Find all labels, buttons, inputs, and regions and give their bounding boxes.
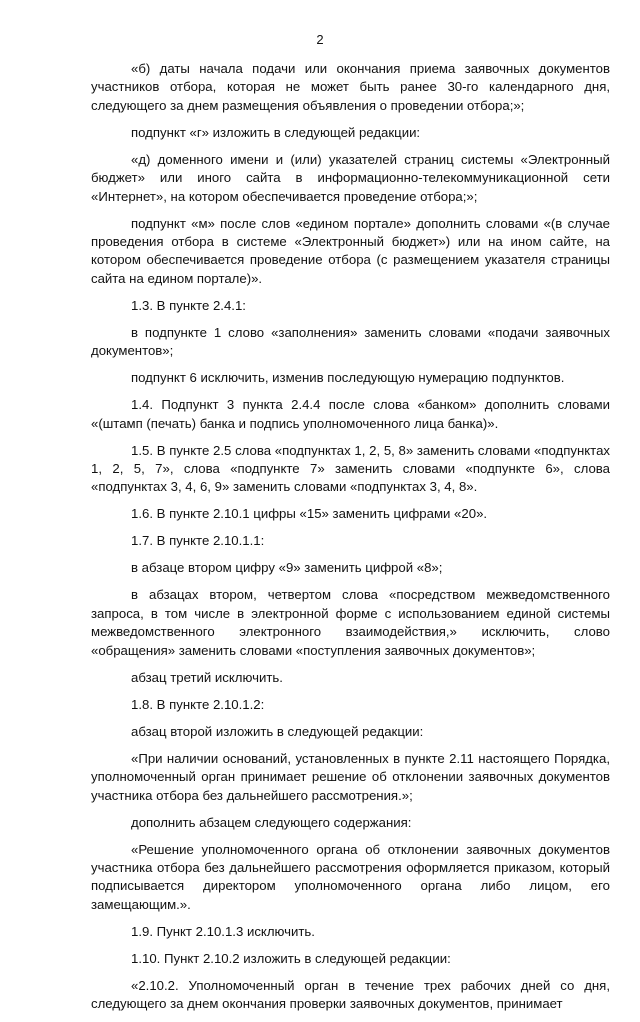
paragraph: 1.6. В пункте 2.10.1 цифры «15» заменить цифрами «20». xyxy=(131,506,488,522)
paragraph: в подпункте 1 слово «заполнения» заменить словами «подачи заявочных документов»; xyxy=(91,324,610,359)
paragraph: подпункт «м» после слов «едином портале» дополнить словами «(в случае проведения отбора в системе «Электронный бюджет») или на ином сайте, на котором обеспечивается проведение отбора (с размещением указателя страницы сайта на едином портале)». xyxy=(91,215,610,286)
paragraph: 1.3. В пункте 2.4.1: xyxy=(131,297,246,313)
paragraph: 1.10. Пункт 2.10.2 изложить в следующей редакции: xyxy=(131,950,451,966)
paragraph: 1.4. Подпункт 3 пункта 2.4.4 после слова «банком» дополнить словами «(штамп (печать) банка и подпись уполномоченного лица банка)». xyxy=(91,397,610,431)
paragraph: «б) даты начала подачи или окончания приема заявочных документов участников отбора, которая не может быть ранее 30-го календарного дня, следующего за днем размещения объявления о проведении отбора;»; xyxy=(91,61,610,113)
paragraph: «2.10.2. Уполномоченный орган в течение трех рабочих дней со дня, следующего за днем окончания проверки заявочных документов, принимает xyxy=(91,977,610,1012)
paragraph: абзац второй изложить в следующей редакции: xyxy=(131,723,424,739)
paragraph: 1.8. В пункте 2.10.1.2: xyxy=(131,696,265,712)
paragraph: в абзацах втором, четвертом слова «посредством межведомственного запроса, в том числе в электронной форме с использованием единой системы межведомственного электронного взаимодействия,» исключить, слово «обращения» заменить словами «поступления заявочных документов»; xyxy=(91,587,610,658)
paragraph: «д) доменного имени и (или) указателей страниц системы «Электронный бюджет» или иного сайта в информационно-телекоммуникационной сети «Интернет», на котором обеспечивается проведение отбора;»; xyxy=(91,151,610,204)
paragraph: в абзаце втором цифру «9» заменить цифрой «8»; xyxy=(131,560,443,576)
paragraph: 1.5. В пункте 2.5 слова «подпунктах 1, 2, 5, 8» заменить словами «подпунктах 1, 2, 5, 7», слова «подпункте 7» заменить словами «подпункте 6», слова «подпунктах 3, 4, 6, 9» заменить словами «подпунктах 3, 4, 8». xyxy=(91,442,610,495)
page-number: 2 xyxy=(316,32,324,47)
paragraph: «Решение уполномоченного органа об отклонении заявочных документов участника отбора без дальнейшего рассмотрения оформляется приказом, который подписывается директором уполномоченного органа либо лицом, его замещающим.». xyxy=(91,841,610,912)
paragraph: абзац третий исключить. xyxy=(131,669,283,685)
paragraph: «При наличии оснований, установленных в пункте 2.11 настоящего Порядка, уполномоченный орган принимает решение об отклонении заявочных документов участника отбора без дальнейшего рассмотрения.»; xyxy=(91,750,610,803)
paragraph: 1.7. В пункте 2.10.1.1: xyxy=(131,533,265,549)
paragraph: подпункт 6 исключить, изменив последующую нумерацию подпунктов. xyxy=(131,370,565,386)
document-body xyxy=(91,60,610,1022)
paragraph: подпункт «г» изложить в следующей редакции: xyxy=(131,124,421,140)
paragraph: 1.9. Пункт 2.10.1.3 исключить. xyxy=(131,923,315,939)
paragraph: дополнить абзацем следующего содержания: xyxy=(131,814,412,830)
